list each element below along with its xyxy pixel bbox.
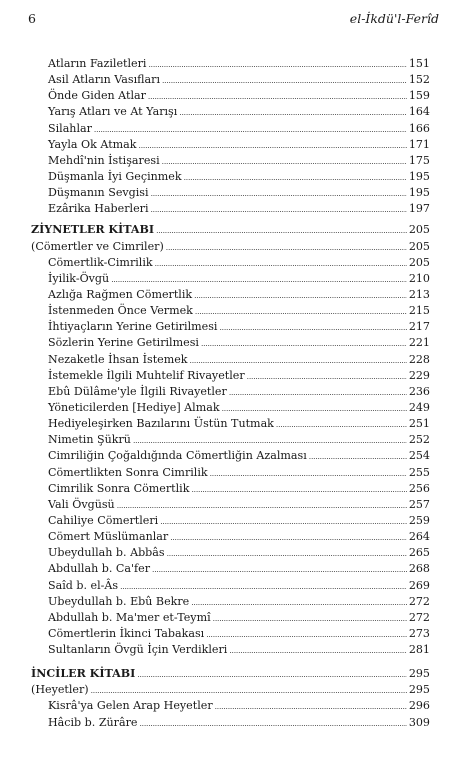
toc-entry bbox=[31, 497, 430, 513]
toc-entry-page: 229 bbox=[408, 368, 430, 382]
page-header bbox=[28, 11, 439, 27]
toc-entry-title: İstemekle İlgili Muhtelif Rivayetler bbox=[48, 368, 245, 382]
toc-entry-page: 213 bbox=[408, 287, 430, 301]
toc-entry bbox=[31, 578, 430, 594]
toc-entry bbox=[31, 303, 430, 319]
toc-entry bbox=[31, 121, 430, 137]
toc-entry-page: 215 bbox=[408, 304, 430, 318]
toc-entry-title: Sözlerin Yerine Getirilmesi bbox=[48, 336, 199, 350]
toc-entry-title: Nimetin Şükrü bbox=[48, 433, 131, 447]
leader-dots bbox=[139, 138, 407, 154]
toc-entry bbox=[31, 384, 430, 400]
leader-dots bbox=[111, 272, 407, 288]
leader-dots bbox=[219, 320, 406, 336]
toc-entry bbox=[31, 545, 430, 561]
toc-entry-page: 265 bbox=[408, 546, 430, 560]
toc-entry-page: 195 bbox=[408, 186, 430, 200]
toc-entry bbox=[31, 513, 430, 529]
leader-dots bbox=[152, 562, 407, 578]
toc-entry-title: Cömertlerin İkinci Tabakası bbox=[48, 626, 205, 640]
toc-entry-page: 217 bbox=[408, 320, 430, 334]
toc-entry-page: 254 bbox=[408, 449, 430, 463]
leader-dots bbox=[94, 122, 407, 138]
page-number: 6 bbox=[28, 11, 36, 26]
toc-entry-page: 228 bbox=[408, 352, 430, 366]
toc-entry-page: 272 bbox=[408, 610, 430, 624]
toc-entry bbox=[31, 561, 430, 577]
leader-dots bbox=[151, 202, 407, 218]
toc-entry-title: Hâcib b. Zürâre bbox=[48, 715, 138, 729]
toc-entry-title: Ebû Dülâme'yle İlgili Rivayetler bbox=[48, 384, 227, 398]
toc-entry-title: Cimriliğin Çoğaldığında Cömertliğin Azalması bbox=[48, 449, 307, 463]
toc-entry-title: Yayla Ok Atmak bbox=[48, 137, 137, 151]
toc-entry-title: Silahlar bbox=[48, 121, 92, 135]
leader-dots bbox=[148, 89, 407, 105]
toc-entry bbox=[31, 610, 430, 626]
toc-entry-page: 171 bbox=[408, 137, 430, 151]
toc-entry-page: 251 bbox=[408, 417, 430, 431]
leader-dots bbox=[156, 223, 407, 239]
leader-dots bbox=[190, 353, 407, 369]
toc-entry bbox=[31, 352, 430, 368]
toc-entry bbox=[31, 201, 430, 217]
leader-dots bbox=[184, 170, 407, 186]
toc-entry-title: Kisrâ'ya Gelen Arap Heyetler bbox=[48, 699, 213, 713]
toc-heading-title: İNCİLER KİTABI bbox=[31, 667, 136, 681]
leader-dots bbox=[247, 369, 407, 385]
toc-entry-page: 252 bbox=[408, 433, 430, 447]
leader-dots bbox=[117, 498, 407, 514]
toc-entry-title: Düşmanın Sevgisi bbox=[48, 186, 149, 200]
toc-entry-title: Düşmanla İyi Geçinmek bbox=[48, 169, 182, 183]
toc-entry bbox=[31, 153, 430, 169]
toc-entry-page: 296 bbox=[408, 699, 430, 713]
toc-entry-title: Azlığa Rağmen Cömertlik bbox=[48, 287, 193, 301]
toc-entry-title: İstenmeden Önce Vermek bbox=[48, 304, 193, 318]
toc-entry bbox=[31, 368, 430, 384]
toc-entry-title: Yöneticilerden [Hediye] Almak bbox=[48, 400, 220, 414]
leader-dots bbox=[201, 336, 407, 352]
toc-entry-page: 269 bbox=[408, 578, 430, 592]
leader-dots bbox=[148, 57, 406, 73]
toc-entry-title: Hediyeleşirken Bazılarını Üstün Tutmak bbox=[48, 417, 274, 431]
toc-entry-title: Atların Faziletleri bbox=[48, 57, 147, 70]
toc-entry-page: 264 bbox=[408, 530, 430, 544]
toc-entry bbox=[31, 698, 430, 714]
toc-entry bbox=[31, 169, 430, 185]
toc-entry bbox=[31, 72, 430, 88]
toc-entry-page: 273 bbox=[408, 626, 430, 640]
toc-entry-page: 281 bbox=[408, 643, 430, 657]
toc-entry-page: 205 bbox=[408, 255, 430, 269]
leader-dots bbox=[309, 449, 407, 465]
toc-entry-page: 221 bbox=[408, 336, 430, 350]
toc-entry-page: 175 bbox=[408, 153, 430, 167]
toc-entry-title: Ubeydullah b. Ebû Bekre bbox=[48, 594, 190, 608]
leader-dots bbox=[91, 683, 407, 699]
leader-dots bbox=[276, 417, 407, 433]
leader-dots bbox=[210, 466, 407, 482]
toc-entry bbox=[31, 56, 430, 72]
leader-dots bbox=[162, 73, 407, 89]
toc-entry-title: İyilik-Övgü bbox=[48, 271, 110, 285]
toc-entry-page: 205 bbox=[408, 239, 430, 253]
toc-entry bbox=[31, 529, 430, 545]
toc-entry bbox=[31, 416, 430, 432]
toc-entry bbox=[31, 335, 430, 351]
toc-entry bbox=[31, 594, 430, 610]
leader-dots bbox=[195, 304, 407, 320]
toc-section-subtitle bbox=[31, 239, 430, 255]
toc-entry bbox=[31, 432, 430, 448]
leader-dots bbox=[194, 288, 407, 304]
toc-entry-page: 195 bbox=[408, 169, 430, 183]
toc-entry bbox=[31, 319, 430, 335]
toc-entry-page: 152 bbox=[408, 73, 430, 87]
toc-entry-page: 164 bbox=[408, 105, 430, 119]
toc-entry-page: 205 bbox=[408, 223, 430, 237]
toc-entry bbox=[31, 185, 430, 201]
leader-dots bbox=[215, 699, 407, 715]
toc-entry-title: Cömertlikten Sonra Cimrilik bbox=[48, 465, 208, 479]
running-title: el-İkdü'l-Ferîd bbox=[349, 11, 439, 26]
section-gap bbox=[31, 658, 430, 666]
toc-entry bbox=[31, 271, 430, 287]
toc-entry-title: Saîd b. el-Âs bbox=[48, 578, 119, 592]
leader-dots bbox=[191, 482, 406, 498]
toc-entry-title: Ezârika Haberleri bbox=[48, 202, 149, 216]
toc-entry-title: Cahiliye Cömertleri bbox=[48, 513, 159, 527]
toc-entry-title: Cömert Müslümanlar bbox=[48, 530, 169, 544]
toc-entry bbox=[31, 137, 430, 153]
toc-entry-title: Önde Giden Atlar bbox=[48, 89, 146, 103]
leader-dots bbox=[179, 105, 407, 121]
toc-section-heading bbox=[31, 666, 430, 682]
toc-entry-title: Abdullah b. Ca'fer bbox=[48, 562, 151, 576]
toc-entry bbox=[31, 104, 430, 120]
toc-entry bbox=[31, 255, 430, 271]
toc-entry-title: Cömertlik-Cimrilik bbox=[48, 255, 153, 269]
toc-entry-page: 166 bbox=[408, 121, 430, 135]
toc-entry bbox=[31, 715, 430, 731]
toc-entry bbox=[31, 465, 430, 481]
toc-entry-page: 210 bbox=[408, 271, 430, 285]
toc-entry bbox=[31, 88, 430, 104]
toc-entry-page: 295 bbox=[408, 683, 430, 697]
leader-dots bbox=[167, 546, 407, 562]
toc-entry-page: 159 bbox=[408, 89, 430, 103]
leader-dots bbox=[162, 154, 407, 170]
toc-entry-title: Abdullah b. Ma'mer et-Teymî bbox=[48, 610, 211, 624]
toc-section-subtitle bbox=[31, 682, 430, 698]
toc-entry-page: 268 bbox=[408, 562, 430, 576]
toc-entry-title: Asil Atların Vasıfları bbox=[48, 73, 160, 87]
toc-entry bbox=[31, 481, 430, 497]
toc-entry-title: Yarış Atları ve At Yarışı bbox=[48, 105, 178, 119]
leader-dots bbox=[166, 240, 407, 256]
leader-dots bbox=[222, 401, 407, 417]
toc-heading-title: ZİYNETLER KİTABI bbox=[31, 223, 155, 237]
toc-section-heading bbox=[31, 222, 430, 238]
toc-entry-title: Mehdî'nin İstişaresi bbox=[48, 153, 160, 167]
toc-entry-page: 257 bbox=[408, 497, 430, 511]
leader-dots bbox=[229, 643, 406, 659]
toc-entry bbox=[31, 642, 430, 658]
toc-entry-page: 249 bbox=[408, 400, 430, 414]
leader-dots bbox=[155, 256, 407, 272]
leader-dots bbox=[120, 579, 407, 595]
leader-dots bbox=[151, 186, 407, 202]
toc-entry bbox=[31, 400, 430, 416]
toc-entry-page: 295 bbox=[408, 667, 430, 681]
toc-entry-title: Vali Övgüsü bbox=[48, 497, 115, 511]
toc-entry-page: 259 bbox=[408, 513, 430, 527]
toc-entry-title: Ubeydullah b. Abbâs bbox=[48, 546, 165, 560]
leader-dots bbox=[170, 530, 407, 546]
toc-entry-title: İhtiyaçların Yerine Getirilmesi bbox=[48, 320, 218, 334]
toc-entry-title: Sultanların Övgü İçin Verdikleri bbox=[48, 643, 228, 657]
leader-dots bbox=[213, 611, 407, 627]
toc-entry bbox=[31, 448, 430, 464]
toc-entry-page: 309 bbox=[408, 715, 430, 729]
toc-entry-title: Nezaketle İhsan İstemek bbox=[48, 352, 188, 366]
leader-dots bbox=[229, 385, 407, 401]
table-of-contents bbox=[31, 56, 430, 731]
toc-entry-title: (Cömertler ve Cimriler) bbox=[31, 239, 164, 253]
toc-entry-title: Cimrilik Sonra Cömertlik bbox=[48, 481, 190, 495]
toc-entry bbox=[31, 626, 430, 642]
leader-dots bbox=[206, 627, 407, 643]
leader-dots bbox=[139, 716, 406, 732]
leader-dots bbox=[191, 595, 407, 611]
toc-entry-page: 151 bbox=[408, 57, 430, 70]
toc-entry bbox=[31, 287, 430, 303]
toc-entry-title: (Heyetler) bbox=[31, 683, 89, 697]
leader-dots bbox=[160, 514, 407, 530]
toc-entry-page: 236 bbox=[408, 384, 430, 398]
toc-entry-page: 272 bbox=[408, 594, 430, 608]
leader-dots bbox=[133, 433, 407, 449]
toc-entry-page: 255 bbox=[408, 465, 430, 479]
toc-entry-page: 256 bbox=[408, 481, 430, 495]
leader-dots bbox=[137, 667, 406, 683]
toc-entry-page: 197 bbox=[408, 202, 430, 216]
